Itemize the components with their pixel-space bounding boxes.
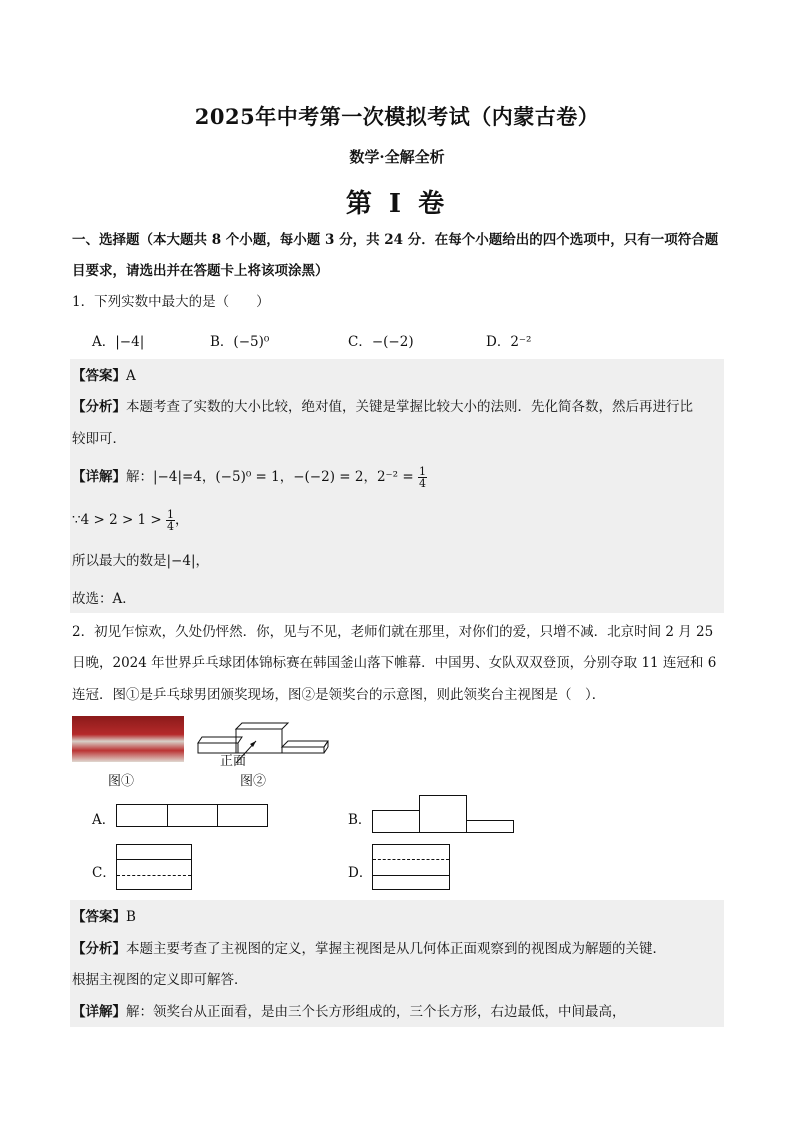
front-label: 正面 [220, 754, 247, 769]
detail-text: ∵4 > 2 > 1 > [72, 512, 162, 528]
page-subtitle: 数学·全解全析 [349, 148, 445, 166]
analysis-tag: 【分析】 [72, 941, 126, 957]
podium-diagram [196, 715, 332, 771]
q1-detail-line4: 故选：A． [72, 591, 136, 607]
q2-analysis-line1 [72, 939, 724, 959]
page-title: 2025年中考第一次模拟考试（内蒙古卷） [194, 104, 600, 129]
divider [217, 805, 218, 826]
option-label: B． [210, 334, 234, 350]
q1-detail-line3: 所以最大的数是|−4|， [72, 553, 209, 569]
award-ceremony-photo [72, 716, 184, 762]
section-heading-line1: 一、选择题（本大题共 8 个小题，每小题 3 分，共 24 分．在每个小题给出的四个选项中，只有一项符合题 [72, 232, 719, 248]
option-label: A． [92, 334, 116, 350]
option-expr: 2⁻² [510, 334, 532, 350]
option-expr: −(−2) [371, 334, 414, 350]
q1-analysis-line2: 较即可． [72, 431, 126, 447]
answer-value: A [126, 368, 136, 384]
q1-option-c [348, 330, 414, 350]
q1-option-a [92, 330, 144, 350]
figure-2-caption: 图② [240, 774, 267, 789]
q2-option-c-figure [116, 844, 192, 890]
q2-stem-line3: 连冠．图①是乒乓球男团颁奖现场，图②是领奖台的示意图，则此领奖台主视图是（ ）． [72, 687, 606, 703]
q1-option-d [486, 330, 531, 350]
q2-option-b-center-block [419, 795, 467, 833]
q1-stem: 1．下列实数中最大的是（ ） [72, 294, 270, 310]
q1-analysis-line1 [72, 397, 724, 417]
q2-stem-line1: 2．初见乍惊欢，久处仍怦然．你，见与不见，老师们就在那里，对你们的爱，只增不减．北京时间 2 月 25 [72, 624, 714, 640]
answer-tag: 【答案】 [72, 368, 126, 384]
dashed-line [117, 875, 191, 876]
solid-line [117, 859, 191, 860]
q2-option-b-label: B． [348, 812, 372, 828]
detail-tag: 【详解】 [72, 469, 126, 485]
q2-analysis-line2: 根据主视图的定义即可解答． [72, 972, 248, 988]
q2-detail-line1 [72, 1002, 724, 1022]
option-expr: (−5)⁰ [233, 334, 270, 350]
detail-text: 解：|−4|=4，(−5)⁰ = 1，−(−2) = 2，2⁻² = [126, 469, 414, 485]
dashed-line [373, 859, 449, 860]
q2-option-a-label: A． [92, 812, 116, 828]
option-label: C． [348, 334, 372, 350]
fraction-denominator: 4 [167, 520, 175, 533]
q1-detail-line1 [72, 466, 724, 489]
q2-option-b-right-block [466, 820, 514, 833]
fraction-numerator: 1 [418, 465, 426, 478]
detail-tag: 【详解】 [72, 1004, 126, 1020]
fraction-denominator: 4 [418, 477, 426, 490]
analysis-tag: 【分析】 [72, 399, 126, 415]
analysis-text: 本题主要考查了主视图的定义，掌握主视图是从几何体正面观察到的视图成为解题的关键． [126, 941, 666, 957]
fraction-one-quarter [418, 466, 427, 489]
q2-answer [72, 907, 724, 927]
option-label: D． [486, 334, 511, 350]
divider [167, 805, 168, 826]
solid-line [373, 875, 449, 876]
fraction-one-quarter [166, 509, 175, 532]
section-heading-line2: 目要求，请选出并在答题卡上将该项涂黑） [72, 263, 329, 279]
q1-answer [72, 366, 724, 386]
figure-1-caption: 图① [108, 774, 135, 789]
answer-value: B [126, 909, 136, 925]
volume-heading: 第 I 卷 [345, 189, 449, 219]
q2-stem-line2: 日晚，2024 年世界乒乓球团体锦标赛在韩国釜山落下帷幕．中国男、女队双双登顶，分别夺取 11 连冠和 6 [72, 655, 717, 671]
q2-option-a-figure [116, 804, 268, 827]
q2-option-d-figure [372, 844, 450, 890]
q2-option-d-label: D． [348, 865, 373, 881]
detail-text: ， [175, 512, 189, 528]
analysis-text: 本题考查了实数的大小比较，绝对值，关键是掌握比较大小的法则．先化简各数，然后再进行比 [126, 399, 693, 415]
q1-option-b [210, 330, 269, 350]
option-expr: |−4| [115, 334, 145, 350]
q1-detail-line2 [72, 509, 724, 532]
q2-option-b-left-block [372, 810, 420, 833]
answer-tag: 【答案】 [72, 909, 126, 925]
fraction-numerator: 1 [167, 508, 175, 521]
q2-option-c-label: C． [92, 865, 116, 881]
detail-text: 解：领奖台从正面看，是由三个长方形组成的，三个长方形，右边最低，中间最高， [126, 1004, 626, 1020]
